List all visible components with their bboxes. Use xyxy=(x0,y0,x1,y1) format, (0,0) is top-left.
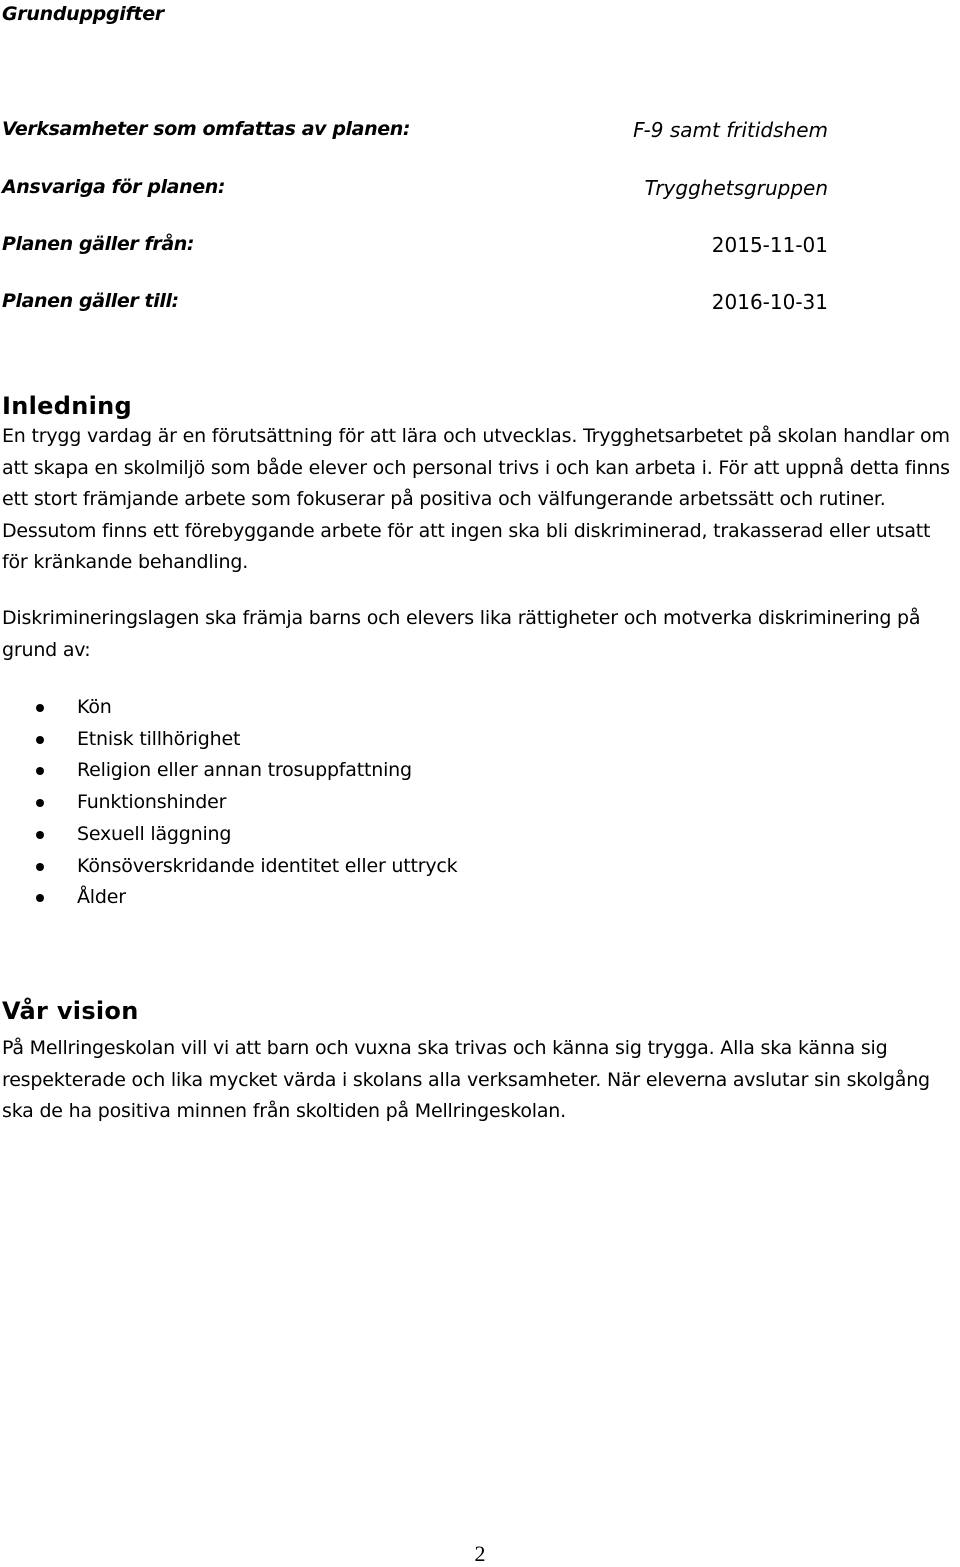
vision-heading: Vår vision xyxy=(2,997,139,1025)
document-title: Grunduppgifter xyxy=(2,3,164,25)
law-paragraph: Diskrimineringslagen ska främja barns och elevers lika rättigheter och motverka diskriminering på grund av: xyxy=(2,607,921,661)
list-item: Ålder xyxy=(36,882,457,914)
intro-heading: Inledning xyxy=(2,392,132,420)
vision-paragraph: På Mellringeskolan vill vi att barn och vuxna ska trivas och känna sig trygga. Alla ska känna sig respekterade och lika mycket värda i skolans alla verksamheter. När eleverna avslutar sin skolgång ska de ha positiva minnen från skoltiden på Mellringeskolan. xyxy=(2,1037,930,1122)
page-number: 2 xyxy=(474,1541,486,1566)
bullet-icon xyxy=(36,894,44,902)
list-item: Etnisk tillhörighet xyxy=(36,724,457,756)
meta-value-valid-to: 2016-10-31 xyxy=(711,290,828,314)
list-item: Könsöverskridande identitet eller uttryck xyxy=(36,851,457,883)
bullet-icon xyxy=(36,704,44,712)
meta-label-scope: Verksamheter som omfattas av planen: xyxy=(2,118,411,140)
meta-label-responsible: Ansvariga för planen: xyxy=(2,176,226,198)
bullet-icon xyxy=(36,831,44,839)
list-item: Religion eller annan trosuppfattning xyxy=(36,755,457,787)
bullet-icon xyxy=(36,863,44,871)
meta-label-valid-from: Planen gäller från: xyxy=(2,233,195,255)
meta-value-responsible: Trygghetsgruppen xyxy=(644,176,828,200)
meta-value-scope: F-9 samt fritidshem xyxy=(633,118,828,142)
list-item: Funktionshinder xyxy=(36,787,457,819)
bullet-icon xyxy=(36,767,44,775)
discrimination-grounds-list xyxy=(36,692,457,914)
intro-paragraph: En trygg vardag är en förutsättning för att lära och utvecklas. Trygghetsarbetet på skolan handlar om att skapa en skolmiljö som både elever och personal trivs i och kan arbeta i. För att uppnå detta finns ett stort främjande arbete som fokuserar på positiva och välfungerande arbetssätt och rutiner. Dessutom finns ett förebyggande arbete för att ingen ska bli diskriminerad, trakasserad eller utsatt för kränkande behandling. xyxy=(2,425,950,573)
meta-label-valid-to: Planen gäller till: xyxy=(2,290,179,312)
bullet-icon xyxy=(36,736,44,744)
list-item: Kön xyxy=(36,692,457,724)
list-item: Sexuell läggning xyxy=(36,819,457,851)
meta-value-valid-from: 2015-11-01 xyxy=(711,233,828,257)
bullet-icon xyxy=(36,799,44,807)
